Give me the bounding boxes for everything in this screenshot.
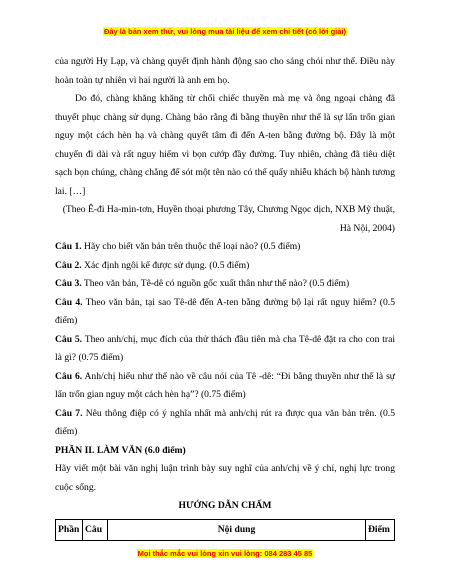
question-text: Nêu thông điệp có ý nghĩa nhất mà anh/chị rút ra được qua văn bản trên. (0.5 điểm) <box>55 407 396 437</box>
question-3 <box>55 275 395 294</box>
table-header-score: Điểm <box>366 519 395 541</box>
passage-source: (Theo Ê-đi Ha-min-tơn, Huyền thoại phương Tây, Chương Ngọc dịch, NXB Mỹ thuật, Hà Nội, 2004) <box>62 204 395 234</box>
preview-banner-text: Đây là bản xem thử, vui lòng mua tài liệu để xem chi tiết (có lời giải) <box>103 27 347 36</box>
passage-paragraph: Do đó, chàng khăng khăng từ chối chiếc thuyền mà mẹ và ông ngoại chàng đã thuyết phục chàng sử dụng. Chàng bảo rằng đi bằng thuyền như thế là sự lẩn trốn gian nguy một cách hèn hạ và chàng quyết tâm đi đến A-ten bằng đường bộ. Đây là một chuyến đi dài và rất nguy hiểm vì bọn cướp đầy đường. Tuy nhiên, chàng đã tiêu diệt sạch bọn chúng, chàng chẳng để sót một tên nào có thể quấy nhiễu khách bộ hành tương lai. […] <box>55 93 395 197</box>
part2-heading: PHẦN II. LÀM VĂN (6.0 điểm) <box>55 444 186 456</box>
question-text: Hãy cho biết văn bản trên thuộc thể loại nào? (0.5 điểm) <box>81 241 301 252</box>
question-label: Câu 6. <box>55 370 83 382</box>
question-4 <box>55 294 395 331</box>
table-header-question: Câu <box>83 519 108 541</box>
question-label: Câu 5. <box>55 333 83 345</box>
document-body <box>55 53 395 541</box>
table-header-content: Nội dung <box>108 519 366 541</box>
table-header-row <box>56 519 395 541</box>
question-2 <box>55 257 395 276</box>
question-text: Xác định ngôi kể được sử dụng. (0.5 điểm) <box>81 259 250 271</box>
question-label: Câu 3. <box>55 278 82 289</box>
question-7 <box>55 405 395 442</box>
contact-banner <box>0 549 450 558</box>
part2-prompt: Hãy viết một bài văn nghị luận trình bày suy nghĩ của anh/chị về ý chí, nghị lực trong cuộc sống. <box>55 463 395 493</box>
table-header-part: Phần <box>56 519 83 541</box>
question-label: Câu 1. <box>55 241 82 252</box>
preview-banner <box>0 27 450 36</box>
question-text: Theo anh/chị, mục đích của thử thách đầu tiên mà cha Tê-dê đặt ra cho con trai là gì? (0.75 điểm) <box>55 333 395 363</box>
passage-paragraph: của người Hy Lạp, và chàng quyết định hành động sao cho sáng chói như thế. Điều này hoàn toàn tự nhiên vì hai người là anh em họ. <box>55 56 395 86</box>
question-label: Câu 4. <box>55 296 83 308</box>
question-text: Theo văn bản, Tê-dê có nguồn gốc xuất thân như thế nào? (0.5 điểm) <box>81 278 350 289</box>
contact-banner-text: Mọi thắc mắc vui lòng xin vui lòng: 084 283 45 85 <box>137 549 313 558</box>
question-text: Theo văn bản, tại sao Tê-dê đến A-ten bằng đường bộ lại rất nguy hiểm? (0.5 điểm) <box>55 296 395 326</box>
grading-guide-title: HƯỚNG DẪN CHẤM <box>178 500 272 511</box>
question-5 <box>55 331 395 368</box>
question-1 <box>55 238 395 257</box>
question-label: Câu 7. <box>55 407 83 419</box>
grading-table <box>55 519 395 542</box>
question-label: Câu 2. <box>55 259 82 271</box>
question-text: Anh/chị hiểu như thế nào về câu nói của Tê -dê: “Đi bằng thuyền như thế là sự lẩn trốn gian nguy một cách hèn hạ”? (0.75 điểm) <box>55 370 396 400</box>
question-6 <box>55 368 395 405</box>
